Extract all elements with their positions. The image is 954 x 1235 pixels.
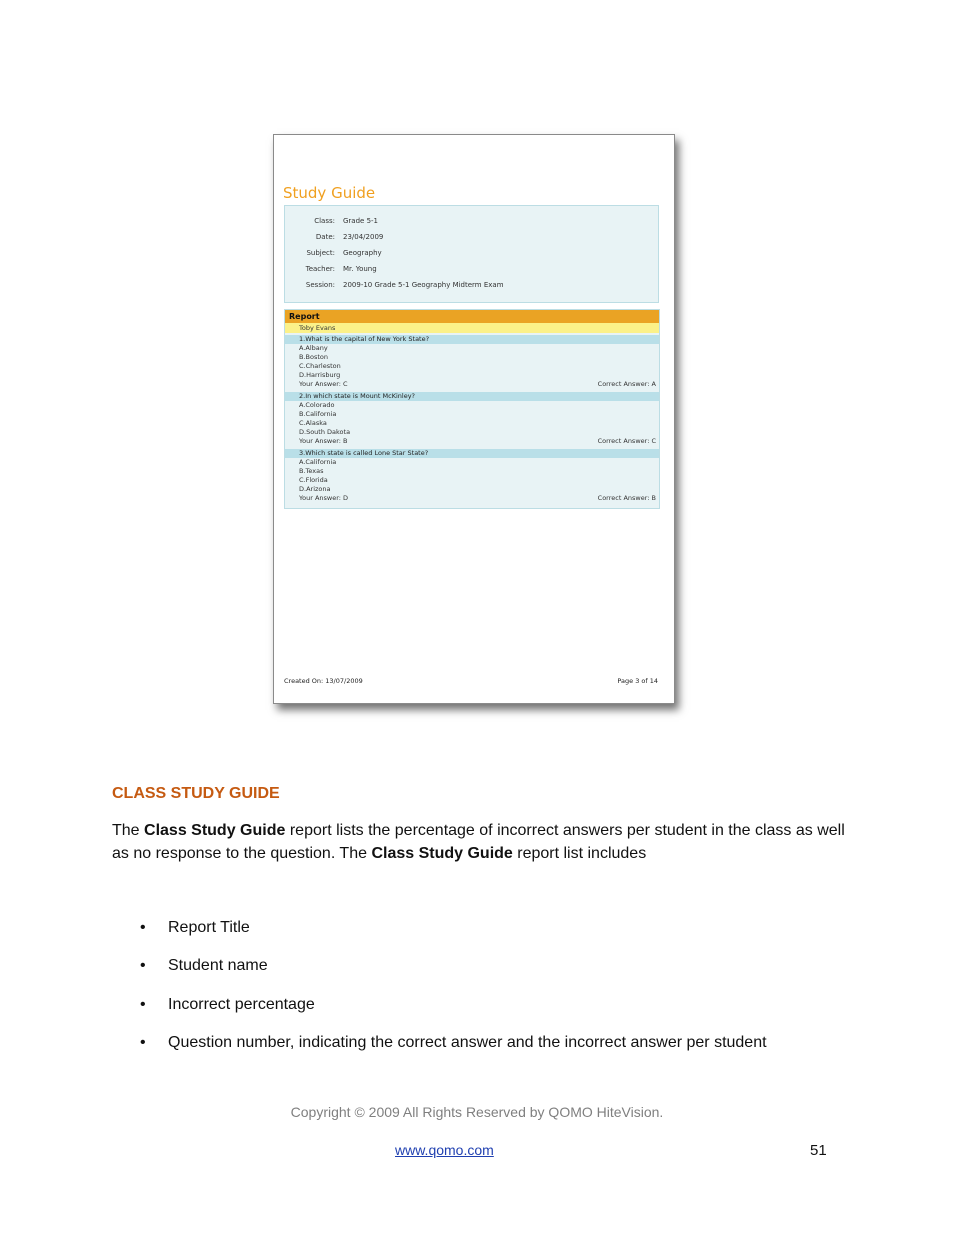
info-key: Teacher: bbox=[305, 265, 335, 273]
bullet-icon: • bbox=[140, 919, 146, 936]
bullet-icon: • bbox=[140, 1034, 146, 1051]
report-title: Study Guide bbox=[283, 184, 376, 202]
answer-row bbox=[285, 494, 659, 503]
your-answer: Your Answer: B bbox=[299, 437, 348, 445]
report-box bbox=[284, 309, 660, 509]
answer-row bbox=[285, 380, 659, 389]
para-text: The bbox=[112, 822, 145, 839]
section-heading: CLASS STUDY GUIDE bbox=[112, 785, 280, 802]
answer-option: D.Arizona bbox=[299, 485, 331, 493]
your-answer: Your Answer: D bbox=[299, 494, 349, 502]
section-paragraph bbox=[112, 820, 852, 865]
answer-option: B.California bbox=[299, 410, 337, 418]
answer-option: C.Florida bbox=[299, 476, 328, 484]
list-item-text: Student name bbox=[168, 957, 268, 974]
para-bold: Class Study Guide bbox=[371, 844, 513, 862]
correct-answer: Correct Answer: A bbox=[597, 380, 656, 388]
answer-option: A.California bbox=[299, 458, 337, 466]
list-item-text: Incorrect percentage bbox=[168, 996, 315, 1013]
info-key: Class: bbox=[314, 217, 335, 225]
answer-option: C.Alaska bbox=[299, 419, 327, 427]
info-value: Geography bbox=[343, 249, 382, 257]
report-header: Report bbox=[285, 310, 659, 323]
report-page-of: Page 3 of 14 bbox=[617, 677, 658, 685]
question-row: 2.In which state is Mount McKinley? bbox=[285, 392, 659, 401]
correct-answer: Correct Answer: B bbox=[597, 494, 656, 502]
your-answer: Your Answer: C bbox=[299, 380, 348, 388]
info-key: Subject: bbox=[306, 249, 335, 257]
question-row: 1.What is the capital of New York State? bbox=[285, 335, 659, 344]
answer-option: B.Texas bbox=[299, 467, 324, 475]
para-text: report lists the percentage of incorrect answers per student in the class as well as no response to the question. The bbox=[112, 822, 845, 862]
answer-option: D.Harrisburg bbox=[299, 371, 341, 379]
website-link[interactable]: www.qomo.com bbox=[395, 1142, 494, 1158]
answer-option: A.Albany bbox=[299, 344, 328, 352]
question-row: 3.Which state is called Lone Star State? bbox=[285, 449, 659, 458]
answer-option: D.South Dakota bbox=[299, 428, 351, 436]
answer-row bbox=[285, 437, 659, 446]
para-text: report list includes bbox=[512, 844, 647, 862]
list-item-text: Report Title bbox=[168, 919, 250, 936]
report-screenshot bbox=[273, 134, 675, 704]
para-bold: Class Study Guide bbox=[144, 822, 286, 839]
student-name-row: Toby Evans bbox=[285, 323, 659, 333]
report-created-on: Created On: 13/07/2009 bbox=[284, 677, 363, 685]
answer-option: C.Charleston bbox=[299, 362, 341, 370]
report-info-box bbox=[284, 205, 659, 303]
correct-answer: Correct Answer: C bbox=[597, 437, 656, 445]
list-item-text: Question number, indicating the correct answer and the incorrect answer per student bbox=[168, 1034, 767, 1051]
info-key: Date: bbox=[315, 233, 335, 241]
answer-option: B.Boston bbox=[299, 353, 328, 361]
info-value: Mr. Young bbox=[343, 265, 377, 273]
info-value: 2009-10 Grade 5-1 Geography Midterm Exam bbox=[343, 281, 504, 289]
bullet-icon: • bbox=[140, 996, 146, 1013]
answer-option: A.Colorado bbox=[299, 401, 335, 409]
info-value: 23/04/2009 bbox=[343, 233, 384, 241]
copyright-text: Copyright © 2009 All Rights Reserved by QOMO HiteVision. bbox=[290, 1104, 664, 1120]
page-number: 51 bbox=[810, 1142, 827, 1159]
bullet-icon: • bbox=[140, 957, 146, 974]
info-key: Session: bbox=[305, 281, 335, 289]
info-value: Grade 5-1 bbox=[343, 217, 378, 225]
